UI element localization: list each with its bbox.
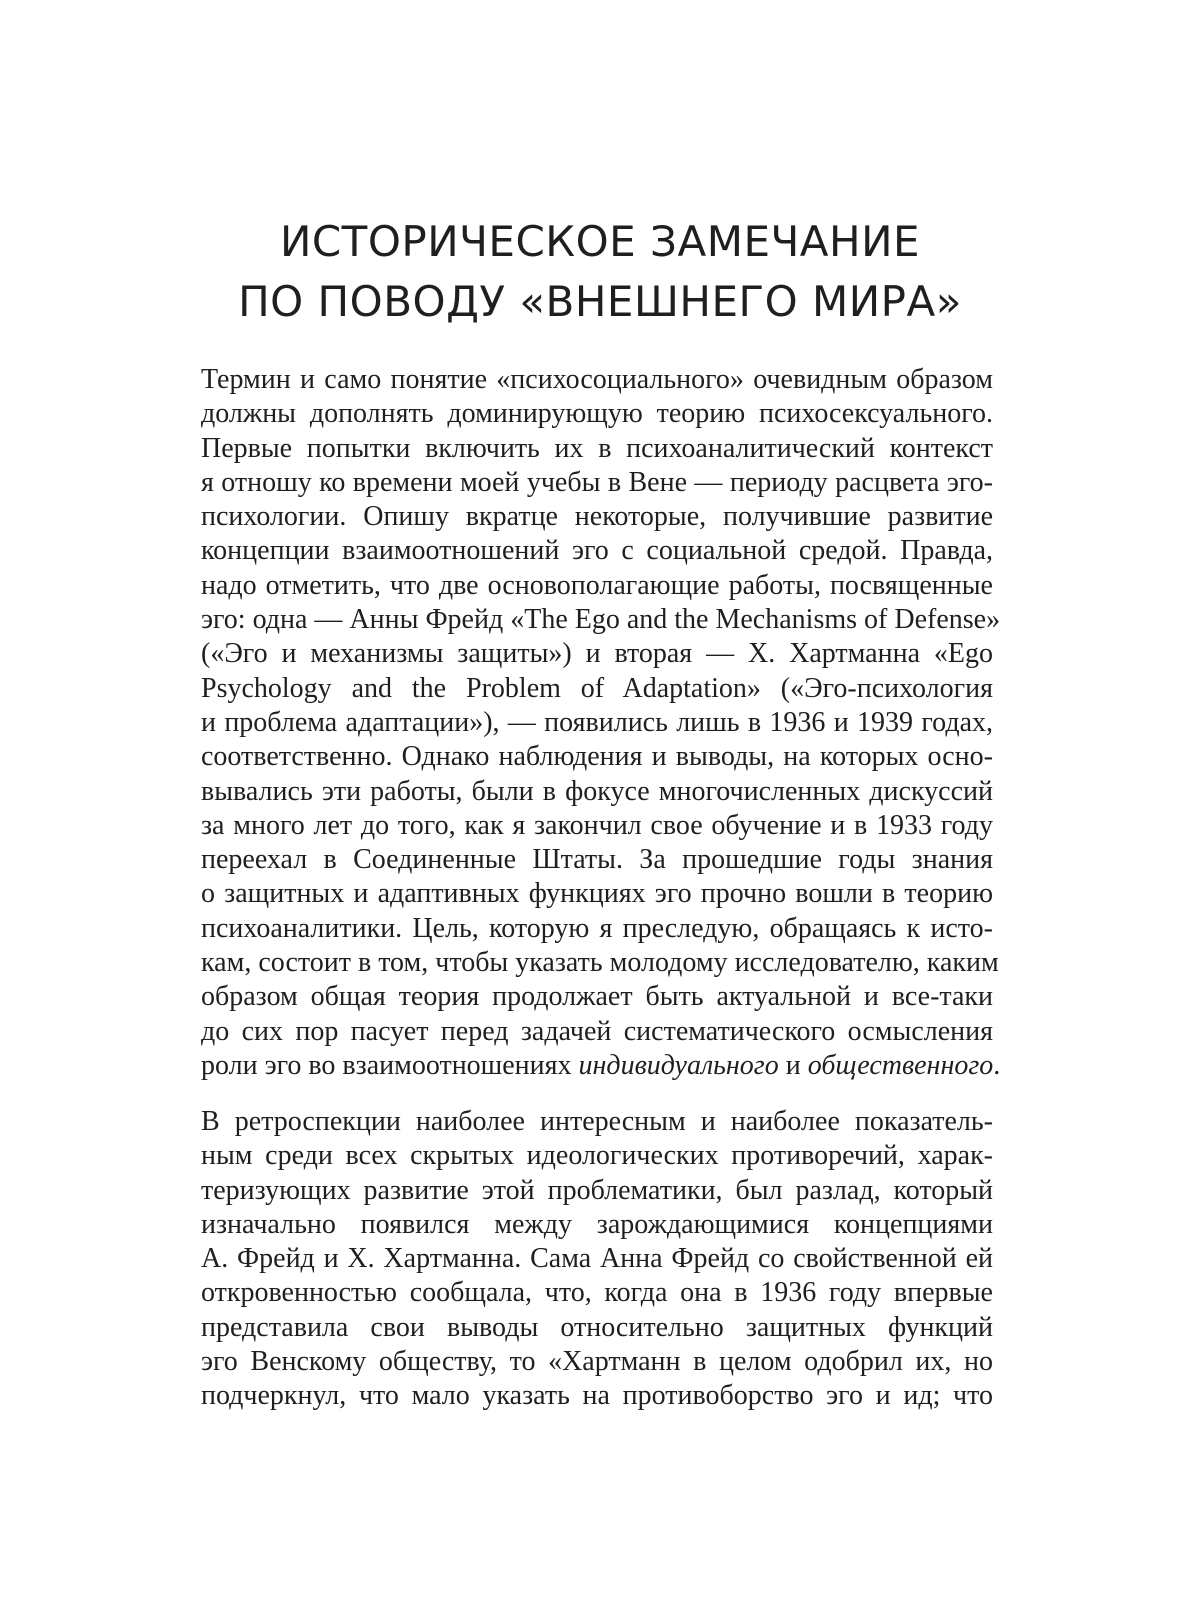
text-line: Термин и само понятие «психосоциального» очевидным образом: [201, 364, 993, 395]
text-line: А. Фрейд и Х. Хартманна. Сама Анна Фрейд со свойственной ей: [201, 1243, 993, 1275]
text-line: образом общая теория продолжает быть актуальной и все-таки: [201, 981, 993, 1013]
paragraph-2: [201, 1105, 993, 1414]
text-line: за много лет до того, как я закончил свое обучение и в 1933 году: [201, 809, 993, 841]
text-line: эго: одна — Анны Фрейд «The Ego and the Mechanisms of Defense»: [201, 604, 1001, 636]
text-line: вывались эти работы, были в фокусе многочисленных дискуссий: [201, 775, 993, 807]
text-line: переехал в Соединенные Штаты. За прошедшие годы знания: [201, 844, 993, 876]
text-line: представила свои выводы относительно защитных функций: [201, 1311, 993, 1343]
chapter-title: [0, 212, 1200, 332]
text-line: подчеркнул, что мало указать на противоборство эго и ид; что: [201, 1380, 993, 1412]
text-fragment: .: [993, 1049, 1001, 1081]
italic-term-individual: индивидуального: [578, 1049, 779, 1081]
text-line: Psychology and the Problem of Adaptation» («Эго-психология: [201, 672, 993, 704]
text-fragment: роли эго во взаимоотношениях: [201, 1049, 579, 1081]
text-line: я отношу ко времени моей учебы в Вене — периоду расцвета эго-: [201, 466, 993, 498]
chapter-title-line-2: ПО ПОВОДУ «ВНЕШНЕГО МИРА»: [238, 277, 962, 326]
text-line: психологии. Опишу вкратце некоторые, получившие развитие: [201, 501, 993, 533]
text-line: кам, состоит в том, чтобы указать молодому исследователю, каким: [201, 947, 999, 979]
italic-term-social: общественного: [807, 1049, 994, 1081]
text-line: надо отметить, что две основополагающие работы, посвященные: [201, 569, 993, 601]
text-line: ным среди всех скрытых идеологических противоречий, харак-: [201, 1140, 993, 1172]
text-fragment: и: [778, 1049, 808, 1081]
text-line: должны дополнять доминирующую теорию психосексуального.: [201, 398, 993, 430]
text-line: до сих пор пасует перед задачей систематического осмысления: [201, 1015, 993, 1047]
text-line: откровенностью сообщала, что, когда она в 1936 году впервые: [201, 1277, 993, 1309]
text-line: психоаналитики. Цель, которую я преследую, обращаясь к исто-: [201, 912, 993, 944]
text-line: Первые попытки включить их в психоаналитический контекст: [201, 432, 993, 464]
text-line-last: [201, 1049, 1001, 1083]
chapter-title-line-1: ИСТОРИЧЕСКОЕ ЗАМЕЧАНИЕ: [279, 217, 921, 266]
paragraph-1: [201, 363, 1001, 1083]
text-line: эго Венскому обществу, то «Хартманн в целом одобрил их, но: [201, 1346, 993, 1378]
text-line: изначально появился между зарождающимися концепциями: [201, 1208, 993, 1240]
text-line: («Эго и механизмы защиты») и вторая — Х. Хартманна «Ego: [201, 638, 993, 670]
text-line: и проблема адаптации»), — появились лишь в 1936 и 1939 годах,: [201, 706, 993, 738]
text-line: теризующих развитие этой проблематики, был разлад, который: [201, 1174, 993, 1206]
text-line: о защитных и адаптивных функциях эго прочно вошли в теорию: [201, 878, 993, 910]
text-line: соответственно. Однако наблюдения и выводы, на которых осно-: [201, 741, 993, 773]
text-line: концепции взаимоотношений эго с социальной средой. Правда,: [201, 535, 993, 567]
text-line: В ретроспекции наиболее интересным и наиболее показатель-: [201, 1106, 993, 1137]
